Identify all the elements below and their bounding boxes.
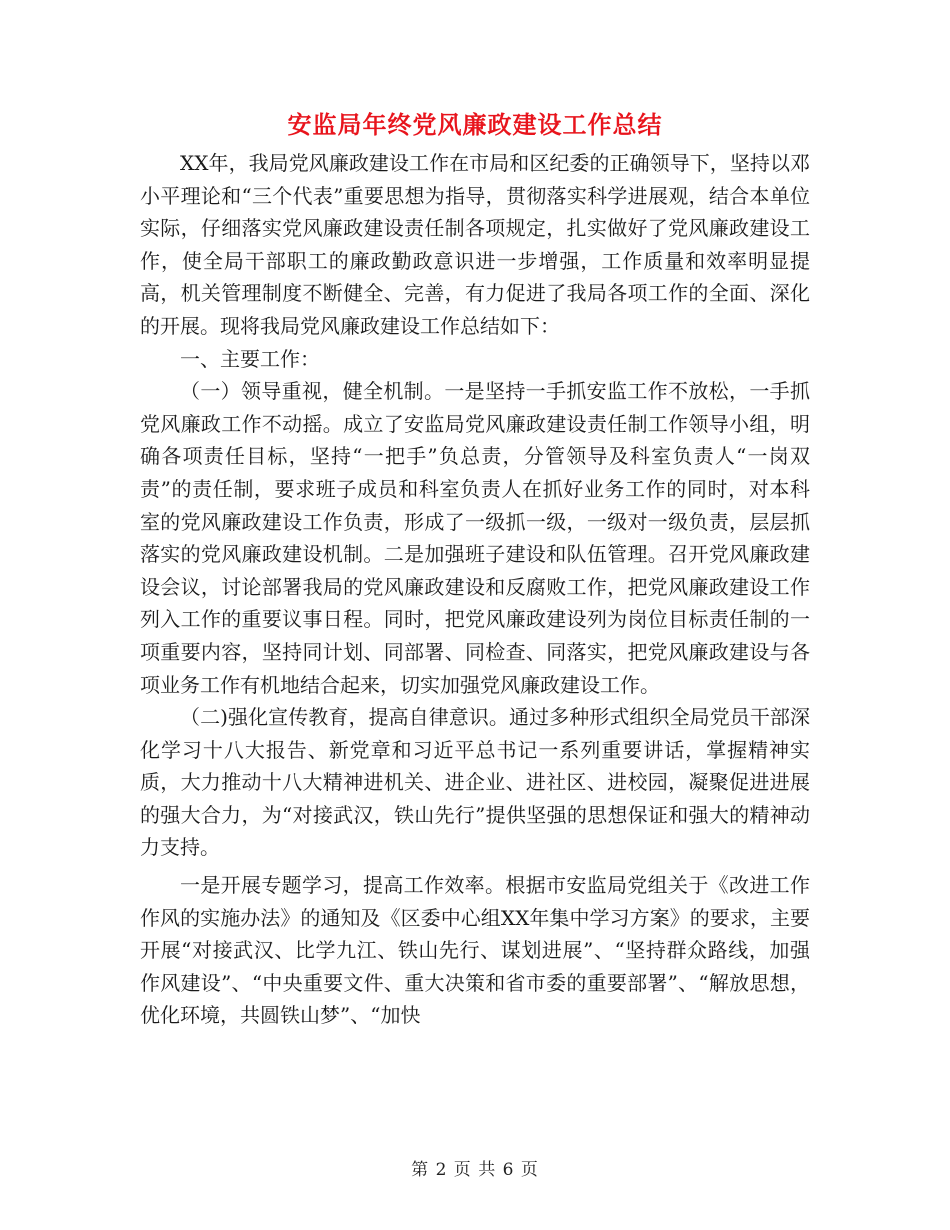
section-heading-main-work: 一、主要工作： [180, 346, 320, 371]
paragraph-education: （二)强化宣传教育，提高自律意识。通过多种形式组织全局党员干部深化学习十八大报告、新党章和习近平总书记一系列重要讲话，掌握精神实质，大力推动十八大精神进机关、进企业、进社区、进校园，凝聚促进进展的强大合力，为“对接武汉，铁山先行”提供坚强的思想保证和强大的精神动力支持。 [140, 705, 810, 860]
paragraph-study: 一是开展专题学习，提高工作效率。根据市安监局党组关于《改进工作作风的实施办法》的通知及《区委中心组XX年集中学习方案》的要求，主要开展“对接武汉、比学九江、铁山先行、谋划进展”、“坚持群众路线，加强作风建设”、“中央重要文件、重大决策和省市委的重要部署”、“解放思想，优化环境，共圆铁山梦”、“加快 [140, 873, 810, 1028]
paragraph-intro: XX年，我局党风廉政建设工作在市局和区纪委的正确领导下，坚持以邓小平理论和“三个代表”重要思想为指导，贯彻落实科学进展观，结合本单位实际，仔细落实党风廉政建设责任制各项规定，扎实做好了党风廉政建设工作，使全局干部职工的廉政勤政意识进一步增强，工作质量和效率明显提高，机关管理制度不断健全、完善，有力促进了我局各项工作的全面、深化的开展。现将我局党风廉政建设工作总结如下： [140, 151, 810, 338]
document-title: 安监局年终党风廉政建设工作总结 [287, 110, 663, 139]
page-number-footer: 第 2 页 共 6 页 [411, 1160, 539, 1180]
paragraph-leadership: （一）领导重视，健全机制。一是坚持一手抓安监工作不放松，一手抓党风廉政工作不动摇。成立了安监局党风廉政建设责任制工作领导小组，明确各项责任目标，坚持“一把手”负总责，分管领导及科室负责人“一岗双责”的责任制，要求班子成员和科室负责人在抓好业务工作的同时，对本科室的党风廉政建设工作负责，形成了一级抓一级，一级对一级负责，层层抓落实的党风廉政建设机制。二是加强班子建设和队伍管理。召开党风廉政建设会议，讨论部署我局的党风廉政建设和反腐败工作，把党风廉政建设工作列入工作的重要议事日程。同时，把党风廉政建设列为岗位目标责任制的一项重要内容，坚持同计划、同部署、同检查、同落实，把党风廉政建设与各项业务工作有机地结合起来，切实加强党风廉政建设工作。 [140, 379, 810, 697]
document-body [140, 147, 810, 1032]
